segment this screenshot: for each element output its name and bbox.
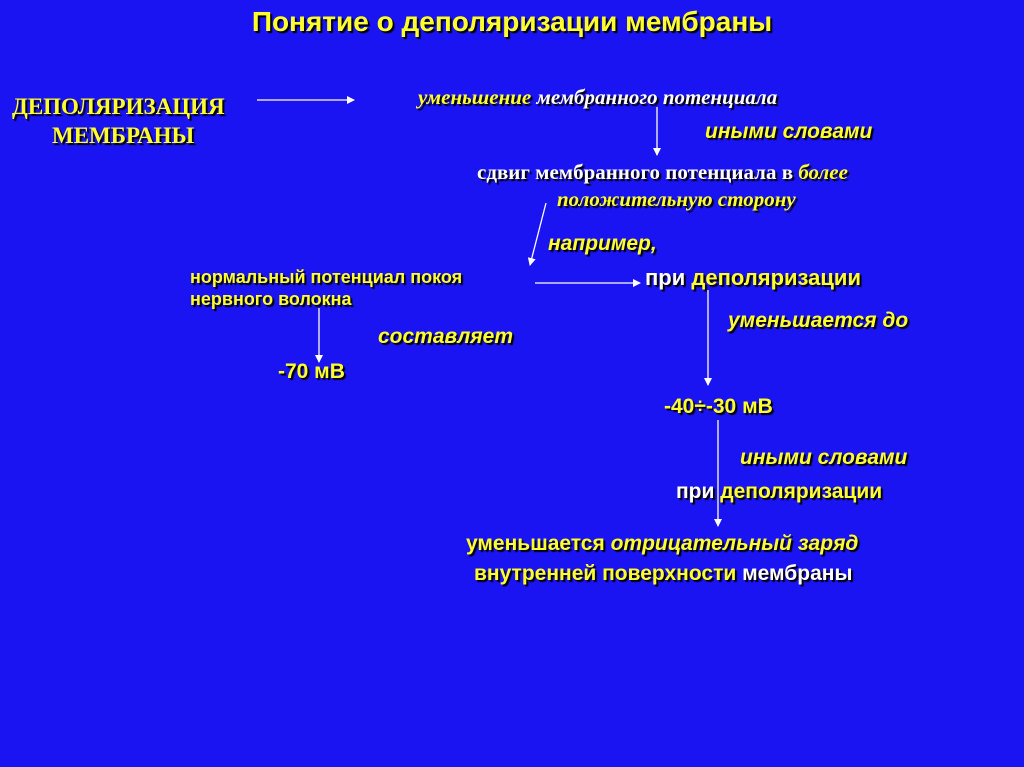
definition-rest: мембранного потенциала (531, 85, 778, 109)
conclusion-membrane: мембраны (736, 562, 853, 585)
definition-keyword: уменьшение (418, 85, 532, 109)
other-words-label-2: иными словами (740, 446, 908, 469)
shift-line2: положительную сторону (557, 187, 796, 211)
depolarization-phrase-2-prefix: при (676, 480, 721, 503)
depolarization-value: -40÷-30 мВ (664, 395, 773, 418)
depolarization-phrase-1-prefix: при (645, 265, 692, 290)
other-words-label-1: иными словами (705, 120, 873, 143)
resting-potential-line1: нормальный потенциал покоя (190, 267, 463, 287)
conclusion-surface: внутренней поверхности (474, 562, 737, 585)
conclusion-keyword: отрицательный заряд (610, 532, 859, 555)
resting-potential-line2: нервного волокна (190, 289, 352, 309)
arrow-shift-to-resting (530, 203, 546, 265)
example-label: например, (548, 232, 657, 255)
page-title: Понятие о деполяризации мембраны (251, 6, 773, 37)
depolarization-term-line2: МЕМБРАНЫ (52, 123, 195, 148)
depolarization-phrase-2-keyword: деполяризации (720, 480, 883, 503)
shift-line1-text: сдвиг мембранного потенциала в (477, 160, 799, 184)
conclusion-verb: уменьшается (466, 532, 611, 555)
depolarization-phrase-1-keyword: деполяризации (691, 265, 861, 290)
shift-line1-keyword: более (798, 160, 848, 184)
depolarization-term-line1: ДЕПОЛЯРИЗАЦИЯ (12, 94, 225, 119)
decreases-to-label: уменьшается до (728, 309, 909, 332)
makes-up-label: составляет (378, 325, 514, 348)
resting-value: -70 мВ (278, 360, 345, 383)
